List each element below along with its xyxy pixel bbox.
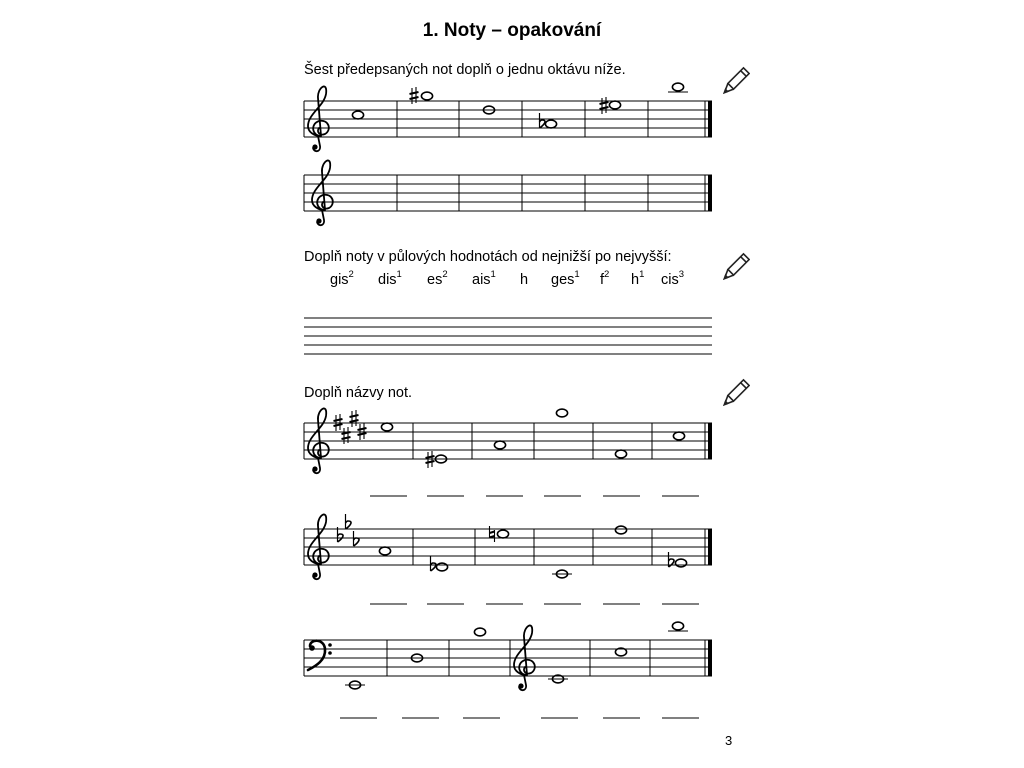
page-title: 1. Noty – opakování (422, 20, 602, 41)
exercise-2-instruction: Doplň noty v půlových hodnotách od nejnižší po nejvyšší: (304, 249, 672, 265)
key-sharp (350, 410, 359, 427)
sharp-sign (600, 97, 609, 114)
note (673, 432, 684, 440)
exercise-1-instruction: Šest předepsaných not doplň o jednu oktávu níže. (304, 62, 626, 78)
note (497, 530, 508, 538)
note-d2 (352, 111, 363, 119)
note-f3 (672, 83, 683, 91)
note-name: dis$^1$ (378, 269, 402, 288)
note (556, 409, 567, 417)
note (615, 526, 626, 534)
note (474, 628, 485, 636)
exercise-3-instruction: Doplň názvy not. (304, 385, 413, 401)
staff-5 (304, 640, 712, 676)
note-gis2 (609, 101, 620, 109)
note (379, 547, 390, 555)
note-name: $es^2$ (427, 269, 448, 288)
note-name: h (520, 271, 529, 288)
note (494, 441, 505, 449)
blank-staff (304, 318, 712, 354)
note (675, 559, 686, 567)
note (381, 423, 392, 431)
note-cis3 (421, 92, 432, 100)
flat-sign (540, 113, 546, 128)
note-name: $f^2$ (600, 269, 610, 288)
page-number: 3 (725, 733, 733, 748)
note (615, 450, 626, 458)
staff-2 (304, 175, 712, 211)
note-name: $h^1$ (631, 269, 645, 288)
note (436, 563, 447, 571)
bass-clef (308, 641, 332, 670)
note-name: gis$^2$ (330, 269, 354, 288)
flat-sign (431, 556, 437, 571)
key-flat (354, 531, 360, 546)
note (672, 622, 683, 630)
key-flat (346, 514, 352, 529)
natural-sign (490, 526, 495, 542)
note-name: ais$^1$ (472, 269, 496, 288)
note-name: ges$^1$ (551, 269, 580, 288)
note-bes1 (545, 120, 556, 128)
staff-1 (304, 101, 712, 137)
note-name: cis$^3$ (661, 269, 685, 288)
